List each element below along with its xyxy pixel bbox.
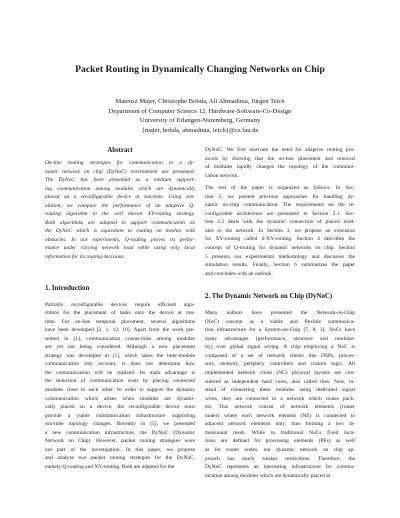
text-line: many advantages (performance, structure and modular-: [205, 335, 355, 342]
text-line: the DyNoC which is equivalent to routing on meshes with: [45, 228, 195, 235]
author-block: [0, 97, 400, 135]
text-line: namic network on chip (DyNoC) environment are presented.: [45, 168, 195, 175]
text-line: time. For on-line temporal placement, several algorithms: [45, 318, 195, 325]
text-line: tion 2, we present previous approaches for handling dy-: [205, 193, 355, 200]
text-line: sors, memory, periphery controllers and custom logic. All: [205, 361, 355, 368]
text-line: concept of Q-routing for dynamic networks on chip. Section: [205, 245, 355, 252]
text-line: are yet not being considered. Although a new placement: [45, 344, 195, 351]
text-line: sented in [1], communication connections among modules: [45, 335, 195, 342]
text-line: implemented network client (NC) physical layouts are con-: [205, 370, 355, 377]
text-line: the communication will be realized. Its main advantage is: [45, 369, 195, 376]
author-email: {majer, bobda, ahmadinia, teich}@cs.fau.de: [141, 126, 259, 134]
author-university: University of Erlangen-Nuremberg, Germany: [139, 117, 261, 125]
text-line: as for router nodes, our dynamic network on chip ap-: [205, 446, 355, 453]
text-line: cally placed on a device, the reconfigurable device must: [45, 404, 195, 411]
text-line: and concludes with an outlook.: [205, 270, 273, 277]
text-line: cation network.: [205, 172, 239, 179]
text-line: namely Q-routing and XY-routing. Both are adapted for the: [45, 463, 175, 470]
intro-continuation: [205, 146, 355, 180]
text-line: Both algorithms are adapted to support communication on: [45, 219, 195, 226]
text-line: DyNoC. We first motivate the need for adaptive routing pro-: [205, 147, 355, 153]
text-line: The rest of the paper is organized as follows: In Sec-: [205, 185, 355, 192]
text-line: 5 presents our experimental methodology and discusses the: [205, 253, 355, 260]
section-2-heading: 2. The Dynamic Network on Chip (DyNoC): [205, 293, 333, 301]
text-line: rithms for the placement of tasks onto the device at run-: [45, 310, 195, 317]
text-line: information for its routing decisions.: [45, 254, 126, 261]
text-line: The DyNoC has been presented as a medium support-: [45, 177, 195, 184]
author-names: Mateusz Majer, Christophe Bobda, Ali Ahmadinia, Jürgen Teich: [115, 98, 285, 105]
paper-title: Packet Routing in Dynamically Changing Networks on Chip: [75, 64, 325, 75]
text-line: of modules rapidly changes the topology of the communi-: [205, 164, 355, 171]
text-line: wires, they are connected to a network which routes pack-: [205, 395, 355, 402]
text-line: tion 2.2 deals with the dynamic connection of placed mod-: [205, 219, 355, 226]
paper-organization: [205, 184, 355, 278]
text-line: nication among modules which are dynamically placed at: [205, 472, 331, 479]
text-line: the reduction of communication costs by placing connected: [45, 378, 195, 385]
text-line: obstacles. In our experiments, Q-routing proves its perfor-: [45, 236, 195, 243]
section-1-heading: 1. Introduction: [45, 284, 90, 292]
text-line: ing communication among modules which are dynamically: [45, 185, 195, 192]
text-line: configurable architecture are presented in Section 2.1. Sec-: [205, 210, 355, 217]
text-line: modules close to each other. In order to support the dynamic: [45, 387, 195, 394]
text-line: tocols by showing that the on-line placement and removal: [205, 155, 355, 162]
text-line: communication into account, it does not determine how: [45, 361, 195, 368]
left-column: [45, 146, 195, 472]
text-line: strategy was developed in [1], which takes the inter-module: [45, 352, 195, 359]
text-line: Many authors have presented the Network-on-Chip: [205, 310, 355, 317]
text-line: proach has much weaker restrictions. Therefore, the: [205, 455, 355, 462]
section-1-body: [45, 301, 195, 472]
text-line: have been developed [2, 1, 12, 10]. Apart from the work pre-: [45, 327, 195, 334]
text-line: adjacent network elements only, thus forming a two di-: [205, 421, 355, 428]
text-line: communication which arises when modules are dynami-: [45, 395, 195, 402]
author-department: Department of Computer Science 12, Hardware-Software-Co-Design: [108, 107, 292, 115]
text-line: Partially reconfigurable devices require efficient algo-: [45, 301, 195, 308]
text-line: provide a viable communication infrastructure supporting: [45, 412, 195, 419]
text-line: simulation results. Finally, Section 6 summarizes the paper: [205, 262, 355, 269]
text-line: tions are defined for processing elements (PEs) as well: [205, 438, 355, 445]
text-line: for XY-routing called S-XY-routing. Section 4 describes the: [205, 236, 355, 243]
text-line: sidered as independent hard cores, also called tiles. Now, in-: [205, 378, 355, 385]
text-line: a new communication infrastructure, the DyNoC (Dynamic: [45, 429, 195, 436]
text-line: and analyze two packet routing strategies for the DyNoC,: [45, 455, 195, 462]
abstract-body: [45, 159, 195, 262]
text-line: namic on-chip communication. The requirements on the re-: [205, 202, 355, 209]
text-line: stead of connecting these modules using dedicated signal: [205, 387, 355, 394]
text-line: run-time topology changes. Recently in [5], we presented: [45, 421, 195, 428]
text-line: (NoC) concept as a viable and flexible communica-: [205, 318, 355, 325]
text-line: ulation, we compare the performance of an adaptive Q-: [45, 202, 195, 209]
text-line: ules to the network. In Section 3, we propose an extension: [205, 227, 355, 234]
text-line: DyNoC represents an interesting infrastructure for commu-: [205, 464, 355, 471]
right-column: [205, 146, 355, 480]
text-line: ets. This network consist of network elements (router: [205, 404, 355, 411]
text-line: placed on a reconfigurable device at run-time. Using sim-: [45, 194, 195, 201]
text-line: composed of a set of network clients like DSPs, proces-: [205, 352, 355, 359]
abstract-heading: Abstract: [107, 147, 133, 154]
text-line: not part of the investigation. In this paper, we propose: [45, 446, 195, 453]
text-line: nodes) where each network element (NE) is connected to: [205, 412, 355, 419]
text-line: On-line routing strategies for communication in a dy-: [45, 160, 195, 166]
text-line: routing algorithm to the well known XY-routing strategy.: [45, 211, 195, 218]
text-line: mensional mesh. While in traditional NoCs fixed loca-: [205, 429, 355, 436]
text-line: mance under varying network load while using only local: [45, 245, 195, 252]
text-line: Network on Chip). However, packet routing strategies were: [45, 438, 195, 445]
text-line: ity) over global signal wiring. A chip employing a NoC is: [205, 344, 355, 351]
section-2-body: [205, 309, 355, 480]
text-line: tion infrastructure for a System-on-Chip [7, 8, 3]. NoCs have: [205, 327, 355, 334]
